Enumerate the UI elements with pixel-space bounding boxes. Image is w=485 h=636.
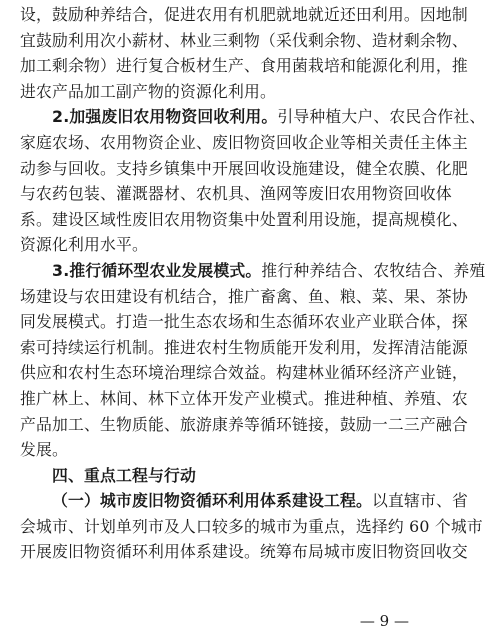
paragraph-3-line-5: 供应和农村生态环境治理综合效益。构建林业循环经济产业链， <box>20 363 468 383</box>
paragraph-2 <box>20 104 485 258</box>
section-heading: 四、重点工程与行动 <box>52 465 196 485</box>
paragraph-2-line-1 <box>20 104 485 130</box>
paragraph-2-line-6: 资源化利用水平。 <box>20 235 148 255</box>
paragraph-3-line-8: 发展。 <box>20 440 68 460</box>
paragraph-3-line-4: 索可持续运行机制。推进农村生物质能开发利用，发挥清洁能源 <box>20 337 468 357</box>
paragraph-2-line-5: 系。建设区域性废旧农用物资集中处置利用设施，提高规模化、 <box>20 209 468 229</box>
paragraph-2-line-4: 与农药包装、灌溉器材、农机具、渔网等废旧农用物资回收体 <box>20 184 452 204</box>
paragraph-3-heading: 3.推行循环型农业发展模式。 <box>52 260 262 280</box>
paragraph-3-line-2: 场建设与农田建设有机结合，推广畜禽、鱼、粮、菜、果、茶协 <box>20 286 468 306</box>
paragraph-3 <box>20 258 485 463</box>
paragraph-4-heading: （一）城市废旧物资循环利用体系建设工程。 <box>52 491 372 511</box>
page-number: — 9 — <box>359 612 409 630</box>
paragraph-3-line-1 <box>20 258 485 284</box>
paragraph-2-first-line-rest: 引导种植大户、农民合作社、 <box>277 107 485 127</box>
paragraph-3-line-3: 同发展模式。打造一批生态农场和生态循环农业产业联合体，探 <box>20 312 468 332</box>
paragraph-1-line-3: 加工剩余物）进行复合板材生产、食用菌栽培和能源化利用，推 <box>20 56 468 76</box>
paragraph-1-line-1: 设，鼓励种养结合，促进农用有机肥就地就近还田利用。因地制 <box>20 5 468 24</box>
paragraph-4 <box>20 488 483 565</box>
paragraph-4-first-line-rest: 以直辖市、省 <box>371 491 468 511</box>
paragraph-2-line-2: 家庭农场、农用物资企业、废旧物资回收企业等相关责任主体主 <box>20 132 468 152</box>
body-text <box>20 2 485 565</box>
paragraph-2-heading: 2.加强废旧农用物资回收利用。 <box>52 107 278 127</box>
paragraph-2-line-3: 动参与回收。支持乡镇集中开展回收设施建设，健全农膜、化肥 <box>20 158 468 178</box>
paragraph-3-line-7: 产品加工、生物质能、旅游康养等循环链接，鼓励一二三产融合 <box>20 414 468 434</box>
paragraph-1 <box>20 2 468 104</box>
paragraph-4-line-2: 会城市、计划单列市及人口较多的城市为重点，选择约 60 个城市 <box>20 516 483 536</box>
paragraph-4-line-1 <box>20 488 468 514</box>
paragraph-3-line-6: 推广林上、林间、林下立体开发产业模式。推进种植、养殖、农 <box>20 388 468 408</box>
paragraph-1-line-4: 进农产品加工副产物的资源化利用。 <box>20 81 276 101</box>
paragraph-4-line-3: 开展废旧物资循环利用体系建设。统筹布局城市废旧物资回收交 <box>20 542 468 562</box>
paragraph-1-line-2: 宜鼓励利用次小薪材、林业三剩物（采伐剩余物、造材剩余物、 <box>20 30 468 50</box>
paragraph-3-first-line-rest: 推行种养结合、农牧结合、养殖 <box>261 260 485 280</box>
